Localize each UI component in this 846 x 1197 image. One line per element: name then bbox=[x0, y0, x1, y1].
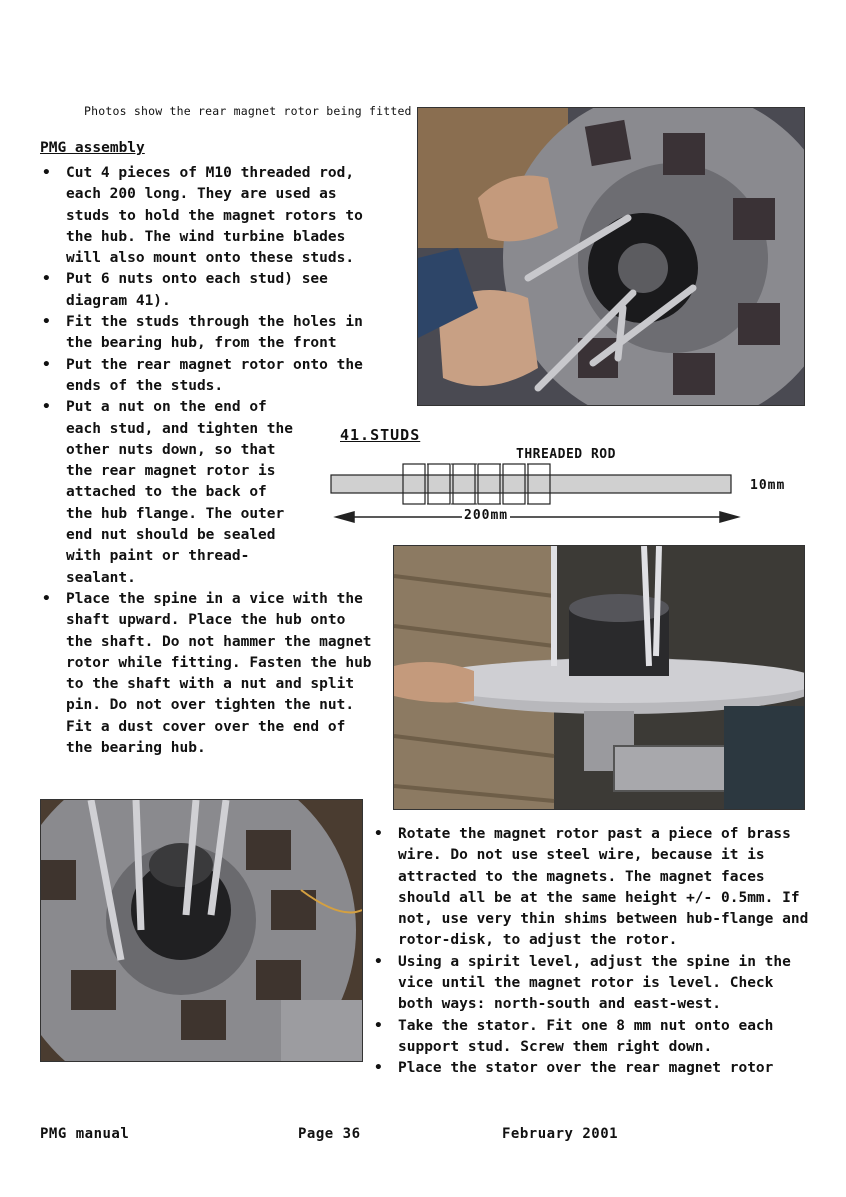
diagram-length-label: 200mm bbox=[464, 508, 509, 523]
list-item: • Place the stator over the rear magnet rotor bbox=[372, 1058, 812, 1079]
photo-caption: Photos show the rear magnet rotor being fitted bbox=[84, 104, 412, 118]
list-item: • Cut 4 pieces of M10 threaded rod, each 200 long. They are used as studs to hold the magnet rotors to the hub. The wind turbine blades will also mount onto these studs. bbox=[40, 163, 380, 269]
photo-rotor-closeup bbox=[40, 799, 363, 1062]
diagram-studs bbox=[328, 455, 748, 535]
list-item: • Rotate the magnet rotor past a piece of brass wire. Do not use steel wire, because it is attracted to the magnets. The magnet faces should all be at the same height +/- 0.5mm. If not, use very thin shims between hub-flange and rotor-disk, to adjust the rotor. bbox=[372, 824, 812, 952]
section-heading: PMG assembly bbox=[40, 140, 145, 156]
footer-page-number: Page 36 bbox=[298, 1126, 361, 1142]
assembly-steps-right bbox=[372, 824, 812, 1080]
list-item: • Put the rear magnet rotor onto the ends of the studs. bbox=[40, 355, 380, 398]
list-item: • Using a spirit level, adjust the spine in the vice until the magnet rotor is level. Check both ways: north-south and east-west. bbox=[372, 952, 812, 1016]
photo-hub-on-shaft bbox=[393, 545, 805, 810]
dimension-arrow bbox=[336, 512, 738, 522]
photo-studs-fitting bbox=[417, 107, 805, 406]
diagram-title: 41.STUDS bbox=[340, 426, 421, 444]
list-item: • Take the stator. Fit one 8 mm nut onto each support stud. Screw them right down. bbox=[372, 1016, 812, 1059]
diagram-threaded-rod-label: THREADED ROD bbox=[516, 447, 616, 462]
diagram-diameter-label: 10mm bbox=[750, 478, 786, 493]
list-item: • Fit the studs through the holes in the bearing hub, from the front bbox=[40, 312, 380, 355]
list-item: • Put a nut on the end of each stud, and tighten the other nuts down, so that the rear magnet rotor is attached to the back of the hub flange. The outer end nut should be sealed with paint or thread-sealant. bbox=[40, 397, 296, 589]
footer-manual-title: PMG manual bbox=[40, 1126, 130, 1142]
footer-date: February 2001 bbox=[502, 1126, 619, 1142]
list-item: • Put 6 nuts onto each stud) see diagram 41). bbox=[40, 269, 380, 312]
threaded-rod-shape bbox=[331, 475, 731, 493]
list-item: • Place the spine in a vice with the shaft upward. Place the hub onto the shaft. Do not hammer the magnet rotor while fitting. Fasten the hub to the shaft with a nut and split pin. Do not over tighten the nut. Fit a dust cover over the end of the bearing hub. bbox=[40, 589, 380, 759]
